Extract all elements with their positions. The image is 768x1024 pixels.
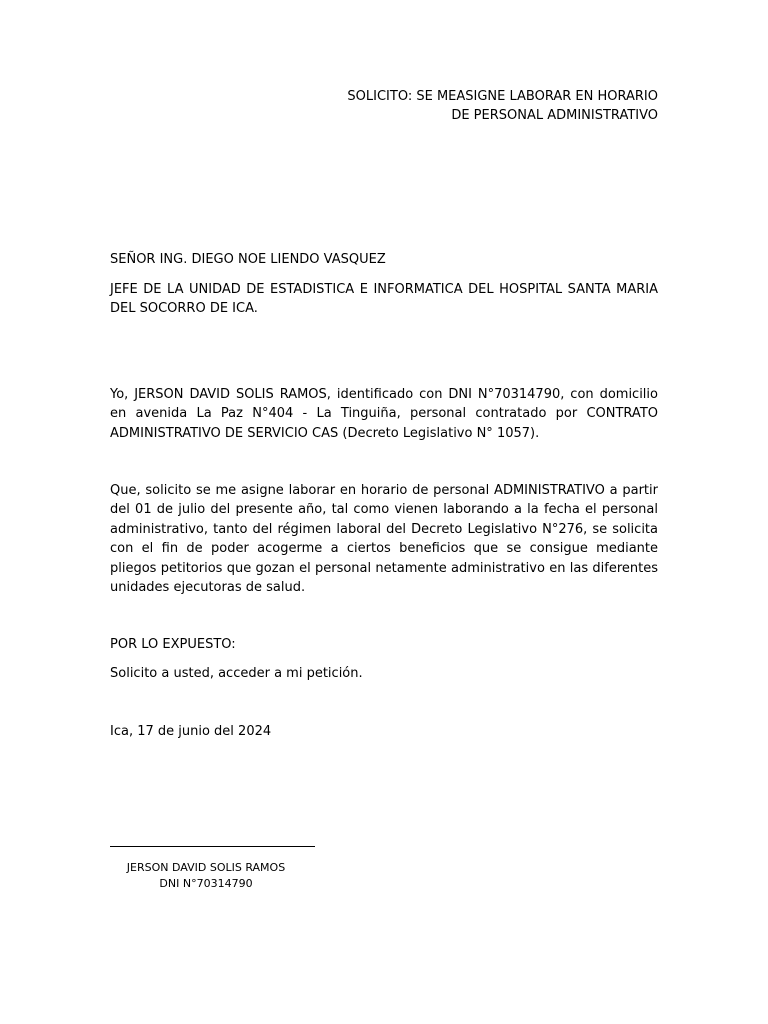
subject-heading	[278, 87, 658, 125]
signature-line	[110, 846, 315, 847]
addressee-name: SEÑOR ING. DIEGO NOE LIENDO VASQUEZ	[110, 252, 386, 267]
por-lo-expuesto-label: POR LO EXPUESTO:	[110, 637, 236, 652]
signature-block	[110, 860, 302, 891]
signature-dni: DNI N°70314790	[159, 876, 253, 890]
subject-line-1: SOLICITO: SE MEASIGNE LABORAR EN HORARIO	[347, 89, 658, 104]
request-paragraph: Que, solicito se me asigne laborar en horario de personal ADMINISTRATIVO a partir del 01 de julio del presente año, tal como vienen laborando a la fecha el personal administrativo, tanto del régimen laboral del Decreto Legislativo N°276, se solicita con el fin de poder acogerme a ciertos beneficios que se consigue mediante pliegos petitorios que gozan el personal netamente administrativo en las diferentes unidades ejecutoras de salud.	[110, 483, 658, 596]
subject-line-2: DE PERSONAL ADMINISTRATIVO	[451, 108, 658, 123]
addressee-role: JEFE DE LA UNIDAD DE ESTADISTICA E INFORMATICA DEL HOSPITAL SANTA MARIA DEL SOCORRO DE ICA.	[110, 282, 658, 317]
signature-name: JERSON DAVID SOLIS RAMOS	[126, 861, 286, 874]
petition-sentence: Solicito a usted, acceder a mi petición.	[110, 666, 363, 681]
date-line: Ica, 17 de junio del 2024	[110, 724, 272, 739]
intro-paragraph: Yo, JERSON DAVID SOLIS RAMOS, identificado con DNI N°70314790, con domicilio en avenida La Paz N°404 - La Tinguiña, personal contratado por CONTRATO ADMINISTRATIVO DE SERVICIO CAS (Decreto Legislativo N° 1057).	[110, 387, 658, 441]
